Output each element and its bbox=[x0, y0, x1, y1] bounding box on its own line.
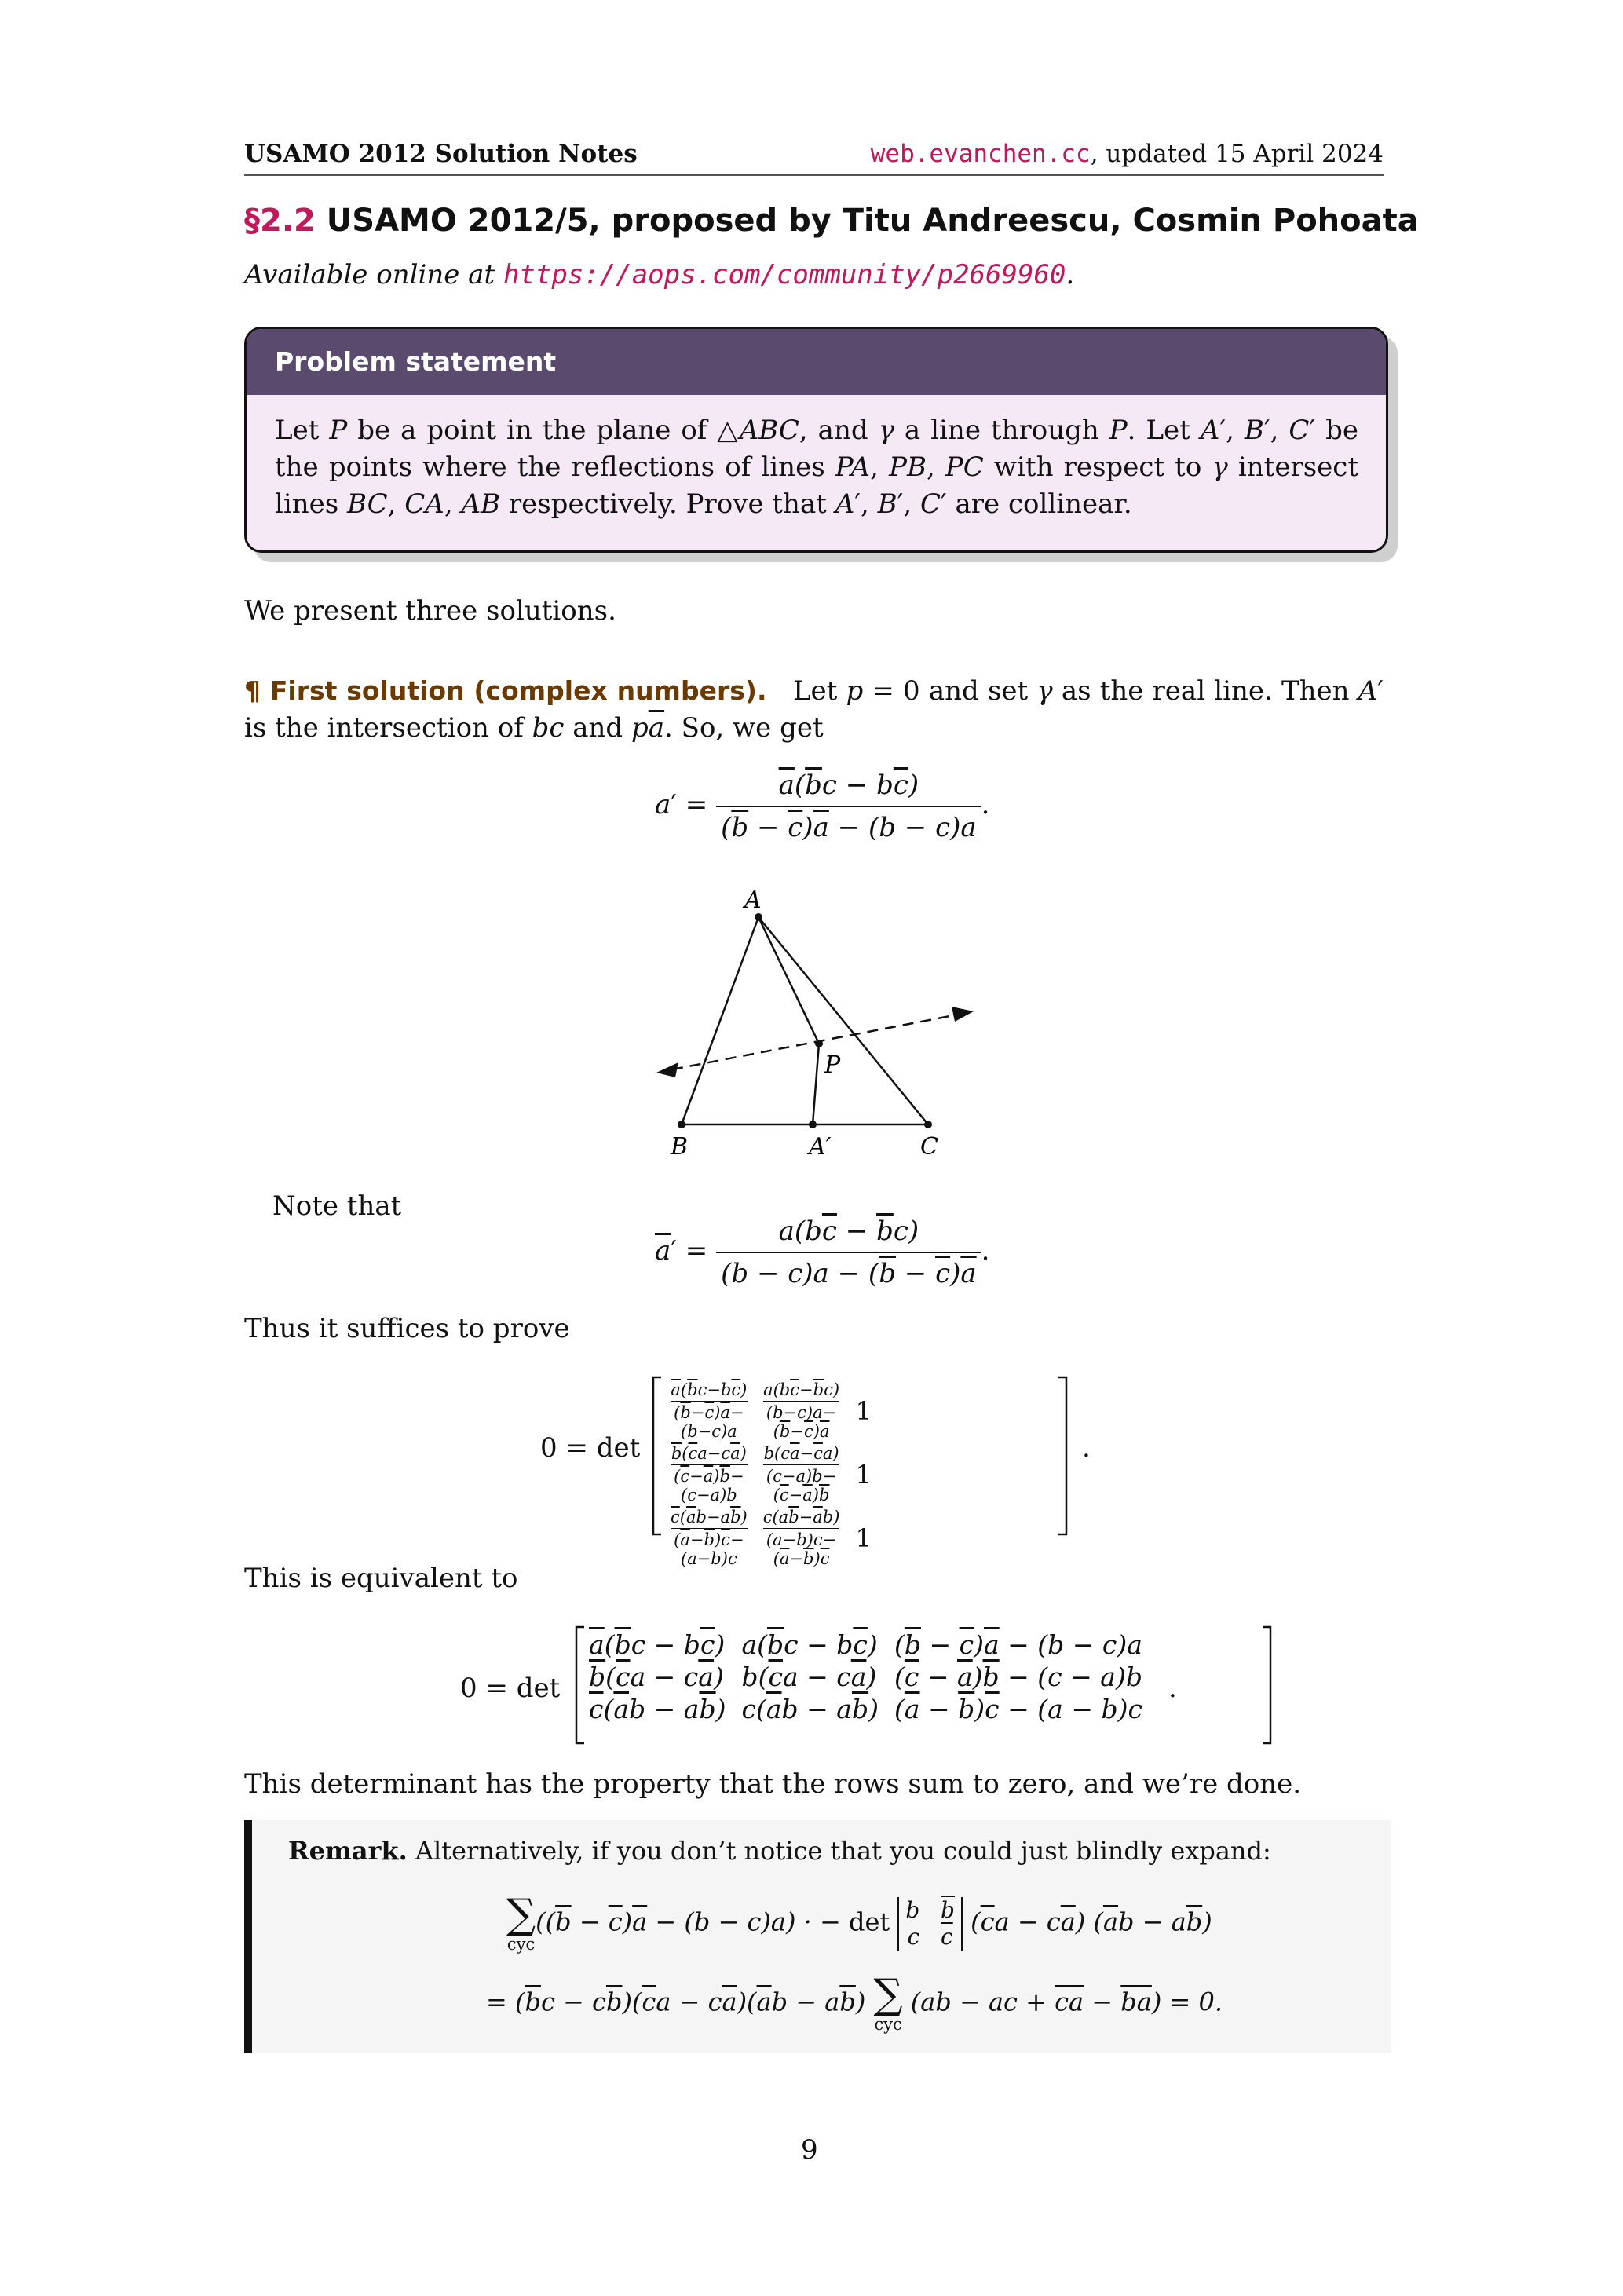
equation-a-prime-conjugate: $\overline{a}'$ = $\frac{a(b\overline{c} - \overline{b}c)}{(b - c)a - (\overline{b} - \overline{c})\overline{a}}$ . bbox=[655, 1216, 990, 1289]
section-heading bbox=[244, 203, 1419, 239]
available-suffix: . bbox=[1066, 259, 1075, 291]
suffices-text: Thus it suffices to prove bbox=[244, 1313, 570, 1344]
segment-pa-prime bbox=[813, 1044, 819, 1124]
header-updated: , updated 15 April 2024 bbox=[1090, 140, 1384, 168]
equivalent-text: This is equivalent to bbox=[244, 1563, 518, 1594]
intro-text: We present three solutions. bbox=[244, 595, 616, 627]
first-solution-heading: ¶ First solution (complex numbers). bbox=[244, 675, 767, 706]
label-c: C bbox=[920, 1133, 938, 1161]
section-title: USAMO 2012/5, proposed by Titu Andreescu, Cosmin Pohoata bbox=[326, 203, 1419, 239]
header-rule bbox=[244, 174, 1384, 176]
problem-statement: Let P be a point in the plane of △ABC, and γ a line through P. Let A′, B′, C′ be the points where the reflections of lines PA, PB, PC with respect to γ intersect lines BC, CA, AB respectively. Prove that A′, B′, C′ are collinear. bbox=[275, 415, 1358, 520]
problem-box-header bbox=[247, 329, 1386, 395]
line-gamma bbox=[672, 1015, 958, 1069]
side-ac bbox=[758, 917, 928, 1124]
problem-title: Problem statement bbox=[275, 346, 557, 377]
point-c bbox=[924, 1121, 932, 1128]
available-prefix: Available online at bbox=[244, 259, 503, 291]
problem-box bbox=[244, 327, 1388, 553]
expanded-matrix: $\overline{a}(\overline{b}c - b\overline{c})$ $a(\overline{b}c - b\overline{c})$ $(\overline{b} - \overline{c})\overline{a} - (b - c)a$ $\overline{b}(\overline{c}a - c\overline{a})$ $b(\overline{c}a - c\overline{a})$ $(\overline{c} - \overline{a})\overline{b} - (c - a)b$ $\overline{c}(\overline{a}b - a\overline{b})$ $c(\overline{a}b - a\overline{b})$ $(\overline{a} - \overline{b})\overline{c} - (a - b)c$ bbox=[589, 1629, 1142, 1724]
label-p: P bbox=[824, 1051, 841, 1079]
section-number: §2.2 bbox=[244, 203, 316, 239]
remark-equation-line2: = $(\overline{b}c - c\overline{b})(\overline{c}a - c\overline{a})(\overline{a}b - a\overline{b})$ ∑ cyc (ab − ac + $\overline{ca} - \overline{ba}) = 0$. bbox=[486, 1971, 1223, 2034]
triangle-figure bbox=[644, 879, 989, 1162]
available-online bbox=[244, 259, 1074, 291]
running-header-right bbox=[871, 140, 1384, 168]
rows-sum-text: This determinant has the property that the rows sum to zero, and we’re done. bbox=[244, 1768, 1302, 1800]
remark-box bbox=[244, 1820, 1391, 2053]
remark-body: Alternatively, if you don’t notice that you could just blindly expand: bbox=[407, 1836, 1271, 1866]
fraction-matrix: $\frac{\overline{a}(\overline{b}c-b\overline{c})}{(\overline{b}-\overline{c})\overline{a}-(b-c)a}$ $\frac{a(b\overline{c}-\overline{b}c)}{(b-c)a-(\overline{b}-\overline{c})\overline{a}}$ 1 $\frac{\overline{b}(\overline{c}a-c\overline{a})}{(\overline{c}-\overline{a})\overline{b}-(c-a)b}$ $\frac{b(c\overline{a}-\overline{c}a)}{(c-a)b-(\overline{c}-\overline{a})\overline{b}}$ 1 $\frac{\overline{c}(\overline{a}b-a\overline{b})}{(\overline{a}-\overline{b})\overline{c}-(a-b)c}$ $\frac{c(a\overline{b}-\overline{a}b)}{(a-b)c-(\overline{a}-\overline{b})\overline{c}}$ 1 bbox=[671, 1380, 872, 1568]
remark-equation-line1: ∑ cyc $((\overline{b} - \overline{c})\overline{a} - (b - c)a)$ · − det b $\overline{b}$ c $\overline{c}$ $(\overline{c}a - c\overline{a}) (\overline{a}b - a\overline{b})$ bbox=[506, 1891, 1212, 1954]
running-header-title: USAMO 2012 Solution Notes bbox=[244, 140, 638, 168]
label-a: A bbox=[744, 887, 762, 914]
remark-label: Remark. bbox=[288, 1836, 408, 1866]
point-b bbox=[678, 1121, 685, 1128]
aops-link[interactable]: https://aops.com/community/p2669960 bbox=[503, 259, 1066, 291]
equation-a-prime: a′ = $\frac{\overline{a}(\overline{b}c - b\overline{c})}{(\overline{b} - \overline{c})\overline{a} - (b - c)a}$ . bbox=[655, 770, 990, 843]
point-a-prime bbox=[809, 1121, 817, 1128]
side-ab bbox=[682, 917, 758, 1124]
label-b: B bbox=[671, 1133, 689, 1161]
point-a bbox=[755, 913, 762, 921]
header-url-link[interactable]: web.evanchen.cc bbox=[870, 140, 1091, 168]
arrowhead-right bbox=[952, 1007, 974, 1022]
page-number: 9 bbox=[801, 2134, 818, 2166]
label-a-prime: A′ bbox=[809, 1133, 832, 1161]
first-solution-paragraph: ¶ First solution (complex numbers). Let p = 0 and set γ as the real line. Then A′ is the intersection of bc and $p\overline{a}$. So, we get bbox=[244, 675, 1384, 744]
remark-text bbox=[288, 1836, 1271, 1866]
arrowhead-left bbox=[656, 1062, 678, 1077]
point-p bbox=[815, 1040, 823, 1047]
note-that-text: Note that bbox=[272, 1190, 402, 1222]
